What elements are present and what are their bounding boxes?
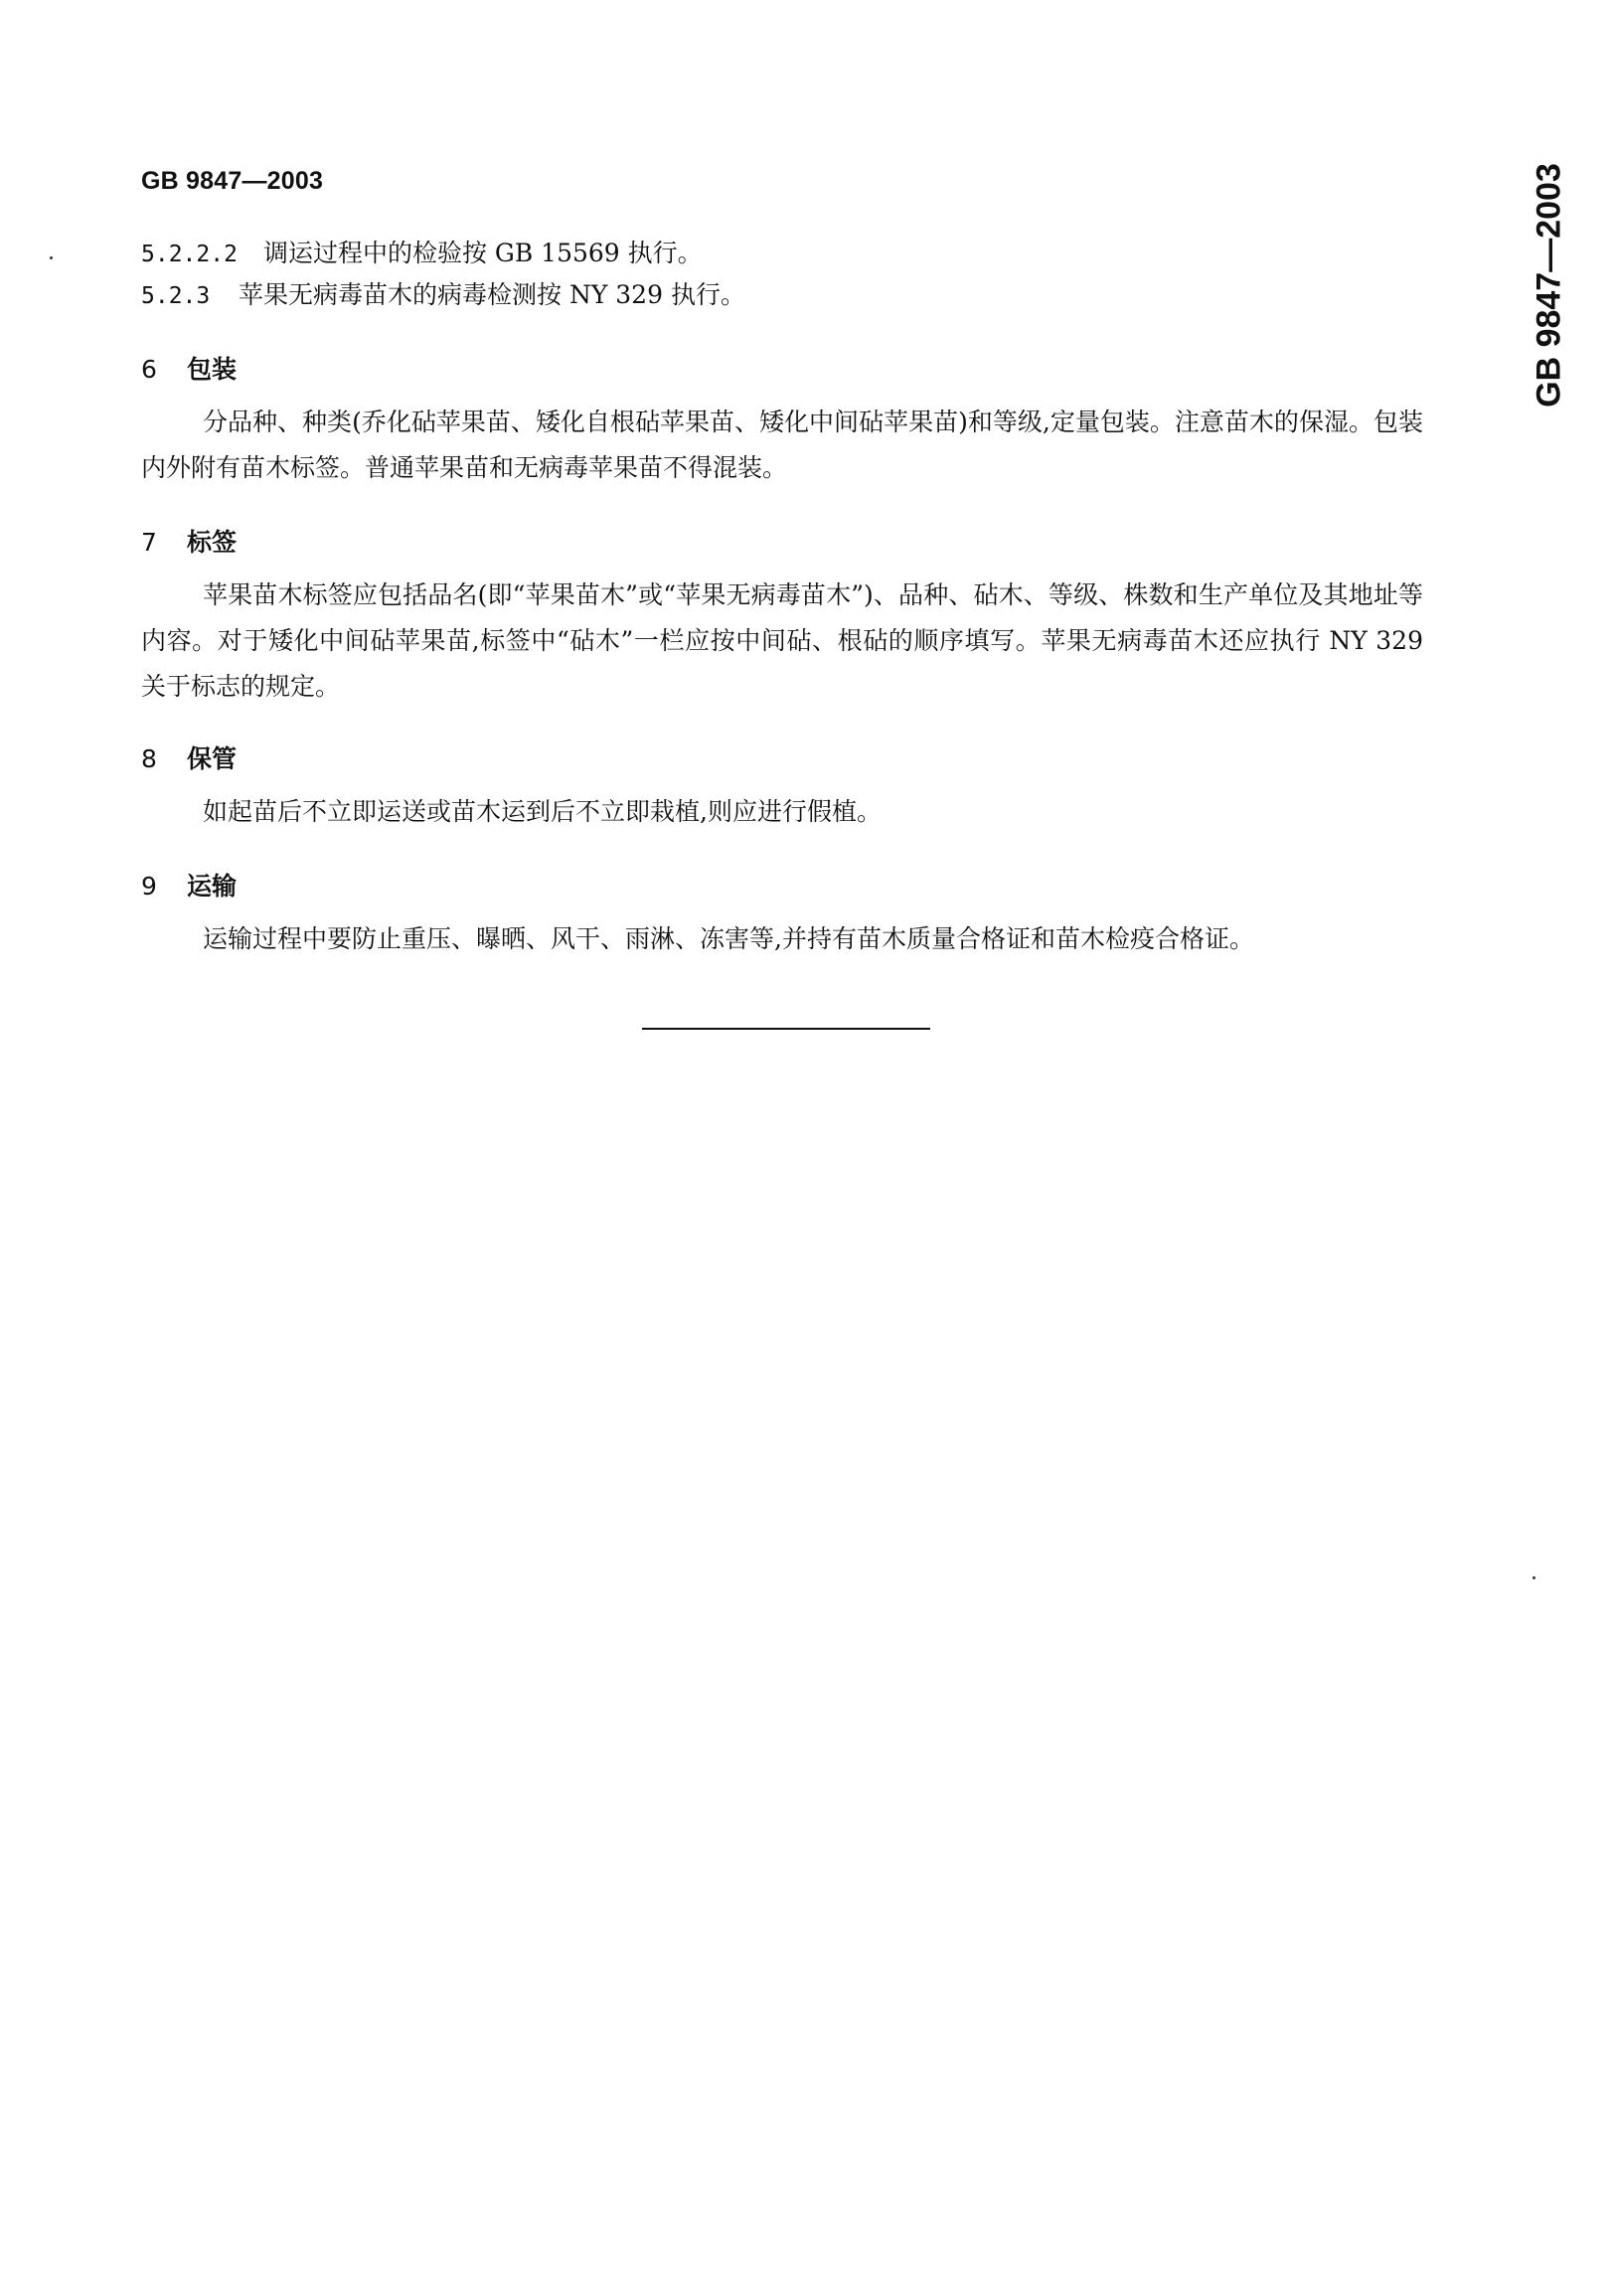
clause-text: 苹果无病毒苗木的病毒检测按 NY 329 执行。 (239, 280, 745, 309)
section-number: 9 (141, 872, 157, 901)
section-number: 8 (141, 744, 157, 773)
section-body-8: 如起苗后不立即运送或苗木运到后不立即栽植,则应进行假植。 (203, 797, 882, 826)
side-standard-code-text: GB 9847—2003 (1530, 163, 1568, 408)
section-title: 包装 (187, 355, 238, 384)
end-of-standard-rule (642, 1028, 930, 1030)
section-body-7: 苹果苗木标签应包括品名(即“苹果苗木”或“苹果无病毒苗木”)、品种、砧木、等级、株数和生产单位及其地址等内容。对于矮化中间砧苹果苗,标签中“砧木”一栏应按中间砧、根砧的顺序填写。苹果无病毒苗木还应执行 NY 329 关于标志的规定。 (141, 580, 1423, 701)
section-heading-7 (141, 523, 237, 559)
section-title: 保管 (187, 744, 238, 773)
clause-5-2-2-2 (141, 239, 703, 269)
side-standard-code (1521, 151, 1578, 419)
clause-number: 5.2.2.2 (141, 242, 238, 267)
clause-text: 调运过程中的检验按 GB 15569 执行。 (262, 239, 703, 267)
section-title: 标签 (187, 528, 238, 557)
section-number: 6 (141, 355, 157, 384)
standard-code-header: GB 9847—2003 (141, 167, 324, 195)
section-heading-6 (141, 350, 237, 386)
section-body-6: 分品种、种类(乔化砧苹果苗、矮化自根砧苹果苗、矮化中间砧苹果苗)和等级,定量包装。注意苗木的保湿。包装内外附有苗木标签。普通苹果苗和无病毒苹果苗不得混装。 (141, 408, 1423, 482)
clause-number: 5.2.3 (141, 283, 211, 309)
scan-speck (50, 256, 53, 259)
section-heading-8 (141, 739, 237, 775)
section-number: 7 (141, 528, 157, 557)
section-title: 运输 (187, 872, 238, 901)
clause-5-2-3 (141, 280, 745, 311)
scan-speck (1533, 1576, 1535, 1579)
section-body-9: 运输过程中要防止重压、曝晒、风干、雨淋、冻害等,并持有苗木质量合格证和苗木检疫合格证。 (203, 924, 1254, 953)
section-heading-9 (141, 867, 237, 902)
